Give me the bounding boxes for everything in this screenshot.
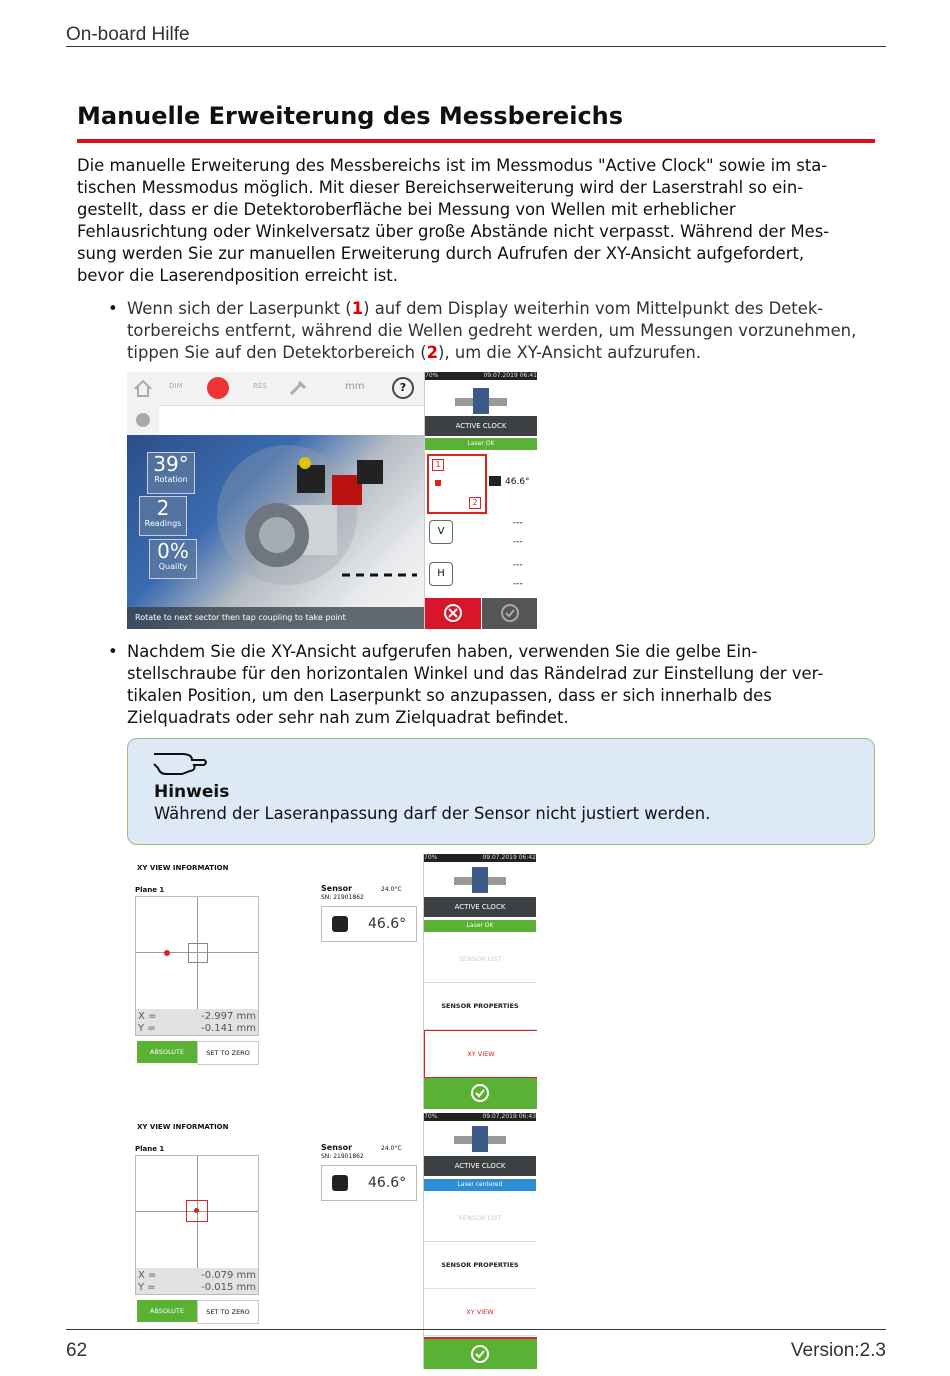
- set-to-zero-button[interactable]: SET TO ZERO: [197, 1300, 259, 1324]
- vertical-icon[interactable]: V: [429, 520, 453, 544]
- sensor-angle-box: 46.6°: [321, 906, 417, 942]
- laser-status-banner: Laser OK: [424, 920, 536, 932]
- intro-line: Fehlausrichtung oder Winkelversatz über große Abstände nicht verpasst. Während der Mes-: [77, 222, 830, 241]
- quality-tile: 0% Quality: [149, 539, 197, 579]
- sensor-angle-box: 46.6°: [321, 1165, 417, 1201]
- xy-target-plot[interactable]: [135, 1155, 259, 1295]
- dim-tab[interactable]: DIM: [169, 382, 183, 390]
- sensor-temp: 24.0°C: [381, 886, 402, 893]
- intro-line: Die manuelle Erweiterung des Messbereichs ist im Messmodus "Active Clock" sowie im sta-: [77, 156, 828, 175]
- cancel-button[interactable]: [425, 598, 481, 629]
- note-box: [127, 738, 875, 845]
- absolute-button[interactable]: ABSOLUTE: [137, 1300, 197, 1322]
- plane-label: Plane 1: [135, 886, 165, 894]
- sensor-temp: 24.0°C: [381, 1145, 402, 1152]
- mode-banner: ACTIVE CLOCK: [424, 897, 536, 917]
- horizontal-icon[interactable]: H: [429, 562, 453, 586]
- angle-readout: 46.6°: [505, 477, 530, 487]
- header-rule: [66, 46, 886, 47]
- footer-rule: [66, 1329, 886, 1330]
- unit-label[interactable]: mm: [345, 381, 365, 392]
- confirm-button[interactable]: [424, 1078, 537, 1109]
- right-menu: [423, 1113, 537, 1369]
- right-panel: 70% 09.07.2019 06:41 ACTIVE CLOCK Laser OK 1 2 46.6° V --- --- H --- ---: [424, 372, 537, 629]
- laser-dot: [194, 1208, 199, 1213]
- laser-dot: [435, 480, 441, 486]
- page-number: 62: [66, 1340, 88, 1361]
- sensor-thumbnail[interactable]: [454, 1123, 506, 1155]
- intro-line: tischen Messmodus möglich. Mit dieser Bereichserweiterung wird der Laserstrahl so ein-: [77, 178, 804, 197]
- rotation-tile: 39° Rotation: [147, 452, 195, 494]
- callout-1: 1: [351, 299, 364, 318]
- xy-view-panel: [127, 854, 423, 1109]
- detector-area[interactable]: 1 2: [427, 454, 487, 514]
- status-bar: 70% 09.07.2019 06:42: [424, 854, 536, 861]
- screenshot-xy-view-2: [127, 1113, 537, 1369]
- xy-target-plot[interactable]: [135, 896, 259, 1036]
- intro-paragraph: [77, 155, 877, 287]
- intro-line: sung werden Sie zur manuellen Erweiterung durch Aufrufen der XY-Ansicht aufgefordert,: [77, 244, 805, 263]
- right-menu: [423, 854, 537, 1109]
- menu-sensor-properties[interactable]: SENSOR PROPERTIES: [424, 1242, 536, 1289]
- sensor-thumbnail[interactable]: [454, 864, 506, 896]
- wrench-icon[interactable]: [289, 380, 307, 396]
- version-label: Version:2.3: [790, 1340, 886, 1361]
- bullet-dot: •: [108, 642, 118, 661]
- note-title: Hinweis: [154, 782, 230, 802]
- home-icon[interactable]: [133, 378, 153, 398]
- menu-xy-view[interactable]: XY VIEW: [424, 1030, 537, 1078]
- laser-status-banner: Laser OK: [425, 438, 537, 450]
- callout-2: 2: [426, 343, 439, 362]
- sensor-icon: [489, 476, 501, 486]
- pointing-hand-icon: [152, 746, 210, 776]
- intro-line: bevor die Laserendposition erreicht ist.: [77, 266, 398, 285]
- bullet-dot: •: [108, 299, 118, 318]
- hint-bar: Rotate to next sector then tap coupling to take point: [127, 607, 432, 629]
- menu-sensor-properties[interactable]: SENSOR PROPERTIES: [424, 983, 536, 1030]
- title-underline: [77, 139, 875, 143]
- sensor-serial: SN: 21901862: [321, 1153, 364, 1160]
- screenshot-xy-view-1: [127, 854, 537, 1109]
- xy-readout: X = -2.997 mm Y = -0.141 mm: [138, 1011, 256, 1034]
- xy-heading: XY VIEW INFORMATION: [137, 1123, 229, 1131]
- sensor-icon: [332, 916, 348, 932]
- xy-heading: XY VIEW INFORMATION: [137, 864, 229, 872]
- running-header: On-board Hilfe: [66, 24, 190, 45]
- status-bar: 70% 09.07.2019 06:43: [424, 1113, 536, 1120]
- intro-line: gestellt, dass er die Detektoroberfläche bei Messung von Wellen mit erheblicher: [77, 200, 736, 219]
- menu-sensor-list[interactable]: SENSOR LIST: [424, 936, 536, 983]
- camera-icon[interactable]: [127, 405, 159, 435]
- confirm-button[interactable]: [482, 598, 537, 629]
- toolbar: [127, 372, 424, 406]
- measure-icon[interactable]: [207, 377, 229, 399]
- sensor-label: Sensor: [321, 884, 353, 893]
- mode-banner: ACTIVE CLOCK: [424, 1156, 536, 1176]
- section-title: Manuelle Erweiterung des Messbereichs: [77, 102, 624, 130]
- laser-dot: [164, 950, 170, 956]
- screenshot-measurement: [127, 372, 537, 629]
- set-to-zero-button[interactable]: SET TO ZERO: [197, 1041, 259, 1065]
- sensor-label: Sensor: [321, 1143, 353, 1152]
- mode-banner: ACTIVE CLOCK: [425, 416, 537, 436]
- xy-view-panel: [127, 1113, 423, 1369]
- plane-label: Plane 1: [135, 1145, 165, 1153]
- menu-xy-view[interactable]: XY VIEW: [424, 1289, 536, 1336]
- target-square: [188, 943, 208, 963]
- sensor-serial: SN: 21901862: [321, 894, 364, 901]
- status-bar: 70% 09.07.2019 06:41: [425, 372, 537, 379]
- readings-tile: 2 Readings: [139, 496, 187, 536]
- laser-status-banner: Laser centered: [424, 1179, 536, 1191]
- sensor-thumbnail[interactable]: [455, 384, 507, 418]
- xy-readout: X = -0.079 mm Y = -0.015 mm: [138, 1270, 256, 1293]
- absolute-button[interactable]: ABSOLUTE: [137, 1041, 197, 1063]
- help-icon[interactable]: ?: [392, 377, 414, 399]
- menu-sensor-list[interactable]: SENSOR LIST: [424, 1195, 536, 1242]
- note-text: Während der Laseranpassung darf der Sensor nicht justiert werden.: [154, 804, 711, 823]
- confirm-button[interactable]: [424, 1337, 537, 1369]
- sensor-icon: [332, 1175, 348, 1191]
- res-tab[interactable]: RES: [253, 382, 267, 390]
